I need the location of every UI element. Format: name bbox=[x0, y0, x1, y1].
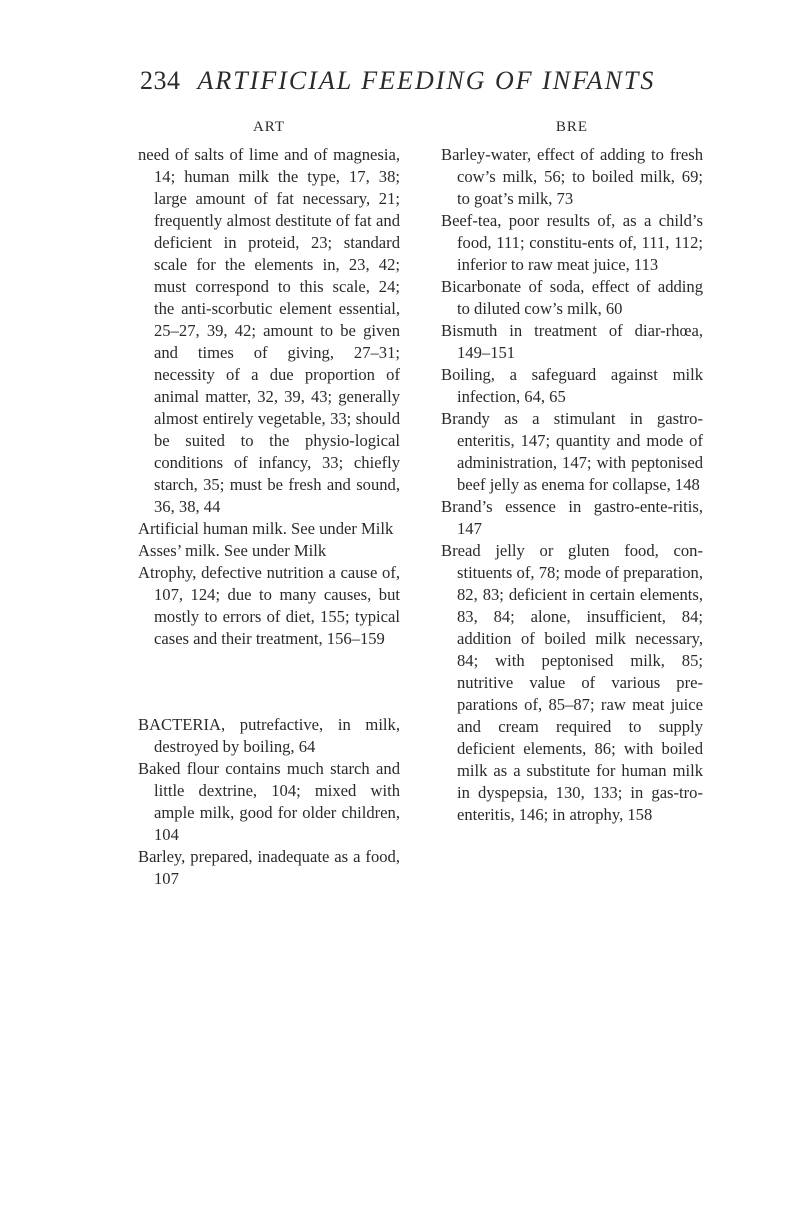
index-entry: Atrophy, defective nutrition a cause of, 107, 124; due to many causes, but mostly to errors of diet, 155; typical cases and their treatment, 156–159 bbox=[138, 563, 400, 648]
index-entry: Brandy as a stimulant in gastro-enteritis, 147; quantity and mode of administration, 147; with peptonised beef jelly as enema for collapse, 148 bbox=[441, 409, 703, 494]
left-column-heading: ART bbox=[252, 119, 286, 135]
running-head bbox=[140, 66, 655, 96]
index-entry: Bread jelly or gluten food, con-stituents of, 78; mode of preparation, 82, 83; deficient in certain elements, 83, 84; alone, insufficient, 84; addition of boiled milk necessary, 84; with peptonised milk, 85; nutritive value of various pre-parations of, 85–87; raw meat juice and cream required to supply deficient elements, 86; with boiled milk as a substitute for human milk in dyspepsia, 130, 133; in gas-tro-enteritis, 146; in atrophy, 158 bbox=[441, 541, 703, 824]
index-entry: BACTERIA, putrefactive, in milk, destroyed by boiling, 64 bbox=[138, 715, 400, 756]
right-column bbox=[441, 118, 703, 826]
index-entry: Beef-tea, poor results of, as a child’s food, 111; constitu-ents of, 111, 112; inferior to raw meat juice, 113 bbox=[441, 211, 703, 274]
index-entry: Artificial human milk. See under Milk bbox=[138, 519, 394, 538]
book-title: ARTIFICIAL FEEDING OF INFANTS bbox=[197, 66, 656, 95]
index-entry: Bismuth in treatment of diar-rhœa, 149–151 bbox=[441, 321, 703, 362]
index-entry: Asses’ milk. See under Milk bbox=[138, 541, 327, 560]
page-number: 234 bbox=[140, 66, 181, 95]
index-entry: need of salts of lime and of magnesia, 14; human milk the type, 17, 38; large amount of fat necessary, 21; frequently almost destitute of fat and deficient in proteid, 23; standard scale for the elements in, 23, 42; must correspond to this scale, 24; the anti-scorbutic element essential, 25–27, 39, 42; amount to be given and times of giving, 27–31; necessity of a due proportion of animal matter, 32, 39, 43; generally almost entirely vegetable, 33; should be suited to the physio-logical conditions of infancy, 33; chiefly starch, 35; must be fresh and sound, 36, 38, 44 bbox=[138, 145, 400, 516]
index-entry: Brand’s essence in gastro-ente-ritis, 147 bbox=[441, 497, 703, 538]
index-entry: Baked flour contains much starch and little dextrine, 104; mixed with ample milk, good for older children, 104 bbox=[138, 759, 400, 844]
index-entry: Boiling, a safeguard against milk infection, 64, 65 bbox=[441, 365, 703, 406]
left-column bbox=[138, 118, 400, 890]
index-entry: Bicarbonate of soda, effect of adding to diluted cow’s milk, 60 bbox=[441, 277, 703, 318]
index-entry: Barley-water, effect of adding to fresh cow’s milk, 56; to boiled milk, 69; to goat’s milk, 73 bbox=[441, 145, 703, 208]
right-column-heading: BRE bbox=[555, 119, 589, 135]
index-entry: Barley, prepared, inadequate as a food, 107 bbox=[138, 847, 400, 888]
letter-section-gap bbox=[138, 650, 400, 714]
